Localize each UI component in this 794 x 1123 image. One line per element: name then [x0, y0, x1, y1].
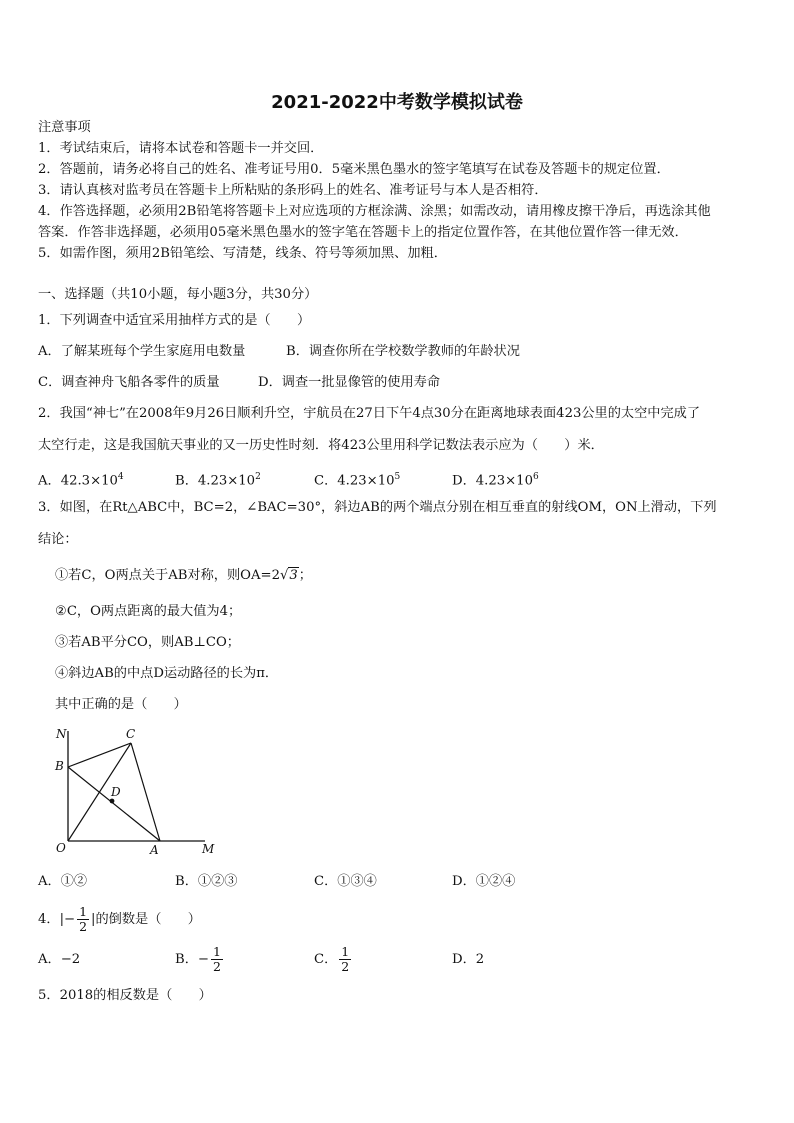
q2-option-a — [38, 467, 124, 491]
point-d — [110, 799, 115, 804]
notice-item-2: 2．答题前，请务必将自己的姓名、准考证号用0．5毫米黑色墨水的签字笔填写在试卷及答题卡的规定位置． — [38, 162, 670, 177]
sqrt-symbol: √3 — [279, 568, 298, 583]
q4-option-c-label: C． — [314, 952, 338, 967]
q4-option-c-fraction — [339, 945, 351, 974]
q3-option-a: A．①② — [38, 874, 88, 889]
q4-option-b-label: B． — [175, 952, 198, 967]
q2-option-b-exp: 2 — [255, 472, 261, 482]
q2-option-c-exp: 5 — [394, 472, 401, 482]
q4-stem-sign: − — [64, 912, 76, 927]
q3-stem-line2: 结论： — [38, 532, 78, 547]
segment-ab — [68, 767, 160, 841]
q4-stem — [38, 905, 201, 934]
q4-option-c-num: 1 — [341, 944, 350, 959]
notice-item-3: 3．请认真核对监考员在答题卡上所粘贴的条形码上的姓名、准考证号与本人是否相符． — [38, 183, 548, 198]
q4-option-b-fraction — [211, 945, 223, 974]
q2-option-c — [314, 467, 400, 491]
notice-item-4-cont: 答案．作答非选择题，必须用05毫米黑色墨水的签字笔在答题卡上的指定位置作答，在其他位置作答一律无效． — [38, 225, 688, 240]
q3-option-b: B．①②③ — [175, 874, 238, 889]
q2-option-d-text: D．4.23×10 — [452, 473, 533, 489]
q1-option-b: B．调查你所在学校数学教师的年龄状况 — [286, 344, 520, 359]
q4-option-c — [314, 945, 353, 974]
q4-option-b-num: 1 — [212, 944, 221, 959]
segment-bc — [68, 743, 131, 767]
q2-option-c-text: C．4.23×10 — [314, 473, 395, 489]
q2-option-b-text: B．4.23×10 — [175, 473, 256, 489]
label-b: B — [55, 759, 64, 773]
q3-s1-radicand: 3 — [289, 568, 298, 583]
notice-item-1: 1．考试结束后，请将本试卷和答题卡一并交回． — [38, 141, 324, 156]
q3-statement-3: ③若AB平分CO，则AB⊥CO； — [55, 635, 240, 650]
q1-option-d: D．调查一批显像管的使用寿命 — [258, 375, 441, 390]
q4-stem-post: |的倒数是（ ） — [91, 912, 201, 927]
label-n: N — [56, 727, 67, 741]
geometry-figure — [50, 725, 225, 860]
q4-option-a: A．−2 — [38, 952, 81, 967]
q3-statement-4: ④斜边AB的中点D运动路径的长为π． — [55, 666, 279, 681]
section-heading: 一、选择题（共10小题，每小题3分，共30分） — [38, 287, 318, 302]
q4-fraction-den: 2 — [79, 919, 88, 934]
q3-ask: 其中正确的是（ ） — [55, 697, 187, 712]
q2-option-d-exp: 6 — [532, 472, 539, 482]
notice-item-5: 5．如需作图，须用2B铅笔绘、写清楚，线条、符号等须加黑、加粗． — [38, 246, 447, 261]
q3-statement-2: ②C，O两点距离的最大值为4； — [55, 604, 242, 619]
segment-ca — [131, 743, 160, 841]
q1-option-c: C．调查神舟飞船各零件的质量 — [38, 375, 220, 390]
q4-option-b-sign: − — [197, 952, 209, 967]
q2-option-a-text: A．42.3×10 — [38, 473, 118, 489]
q1-option-a: A．了解某班每个学生家庭用电数量 — [38, 344, 246, 359]
label-m: M — [202, 842, 215, 856]
q4-stem-pre: 4．| — [38, 912, 65, 927]
exam-title: 2021-2022中考数学模拟试卷 — [271, 92, 523, 113]
notice-item-4: 4．作答选择题，必须用2B铅笔将答题卡上对应选项的方框涂满、涂黑；如需改动，请用橡皮擦干净后，再选涂其他 — [38, 204, 711, 219]
label-d: D — [111, 785, 121, 799]
q2-option-d — [452, 467, 539, 491]
q3-s1-post: ； — [298, 568, 312, 583]
q4-option-c-den: 2 — [341, 959, 350, 974]
q2-option-a-exp: 4 — [117, 472, 124, 482]
q1-stem: 1．下列调查中适宜采用抽样方式的是（ ） — [38, 313, 311, 328]
q3-s1-coef: 2 — [271, 568, 280, 583]
notice-heading: 注意事项 — [38, 120, 91, 135]
q2-stem-line1: 2．我国“神七”在2008年9月26日顺利升空，宇航员在27日下午4点30分在距离地球表面423公里的太空中完成了 — [38, 406, 701, 421]
q3-option-c: C．①③④ — [314, 874, 377, 889]
label-o: O — [56, 841, 66, 855]
q3-stem-line1: 3．如图，在Rt△ABC中，BC=2，∠BAC=30°，斜边AB的两个端点分别在相互垂直的射线OM，ON上滑动，下列 — [38, 500, 717, 515]
q4-option-b-den: 2 — [212, 959, 221, 974]
q4-fraction-num: 1 — [79, 904, 88, 919]
q3-s1-text: ①若C，O两点关于AB对称，则OA= — [55, 568, 272, 583]
q3-statement-1 — [55, 566, 312, 586]
q2-option-b — [175, 467, 261, 491]
q4-option-b — [175, 945, 225, 974]
label-a: A — [150, 843, 159, 857]
q3-option-d: D．①②④ — [452, 874, 516, 889]
segment-oc — [68, 743, 131, 841]
q4-option-d: D．2 — [452, 952, 485, 967]
q5-stem: 5．2018的相反数是（ ） — [38, 988, 212, 1003]
label-c: C — [126, 727, 136, 741]
q2-stem-line2: 太空行走，这是我国航天事业的又一历史性时刻．将423公里用科学记数法表示应为（ ）米． — [38, 438, 604, 453]
q4-fraction — [77, 905, 89, 934]
